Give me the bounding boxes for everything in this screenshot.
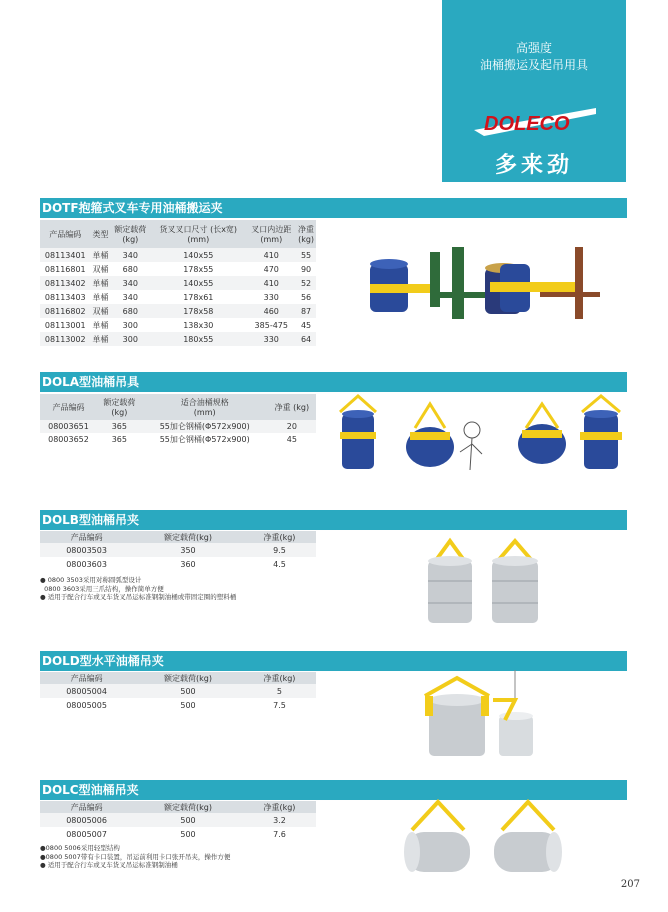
table-dolc [40, 801, 316, 841]
table-dolb [40, 531, 316, 571]
table-row [40, 557, 316, 571]
table-cell: 340 [122, 250, 138, 260]
table-cell: 460 [263, 306, 279, 316]
table-cell: 87 [300, 306, 312, 316]
table-cell: 08113403 [44, 292, 86, 302]
table-cell: 08005004 [66, 686, 107, 696]
doleco-logo [474, 106, 596, 138]
table-cell: 178x61 [183, 292, 214, 302]
table-cell: 178x55 [183, 264, 214, 274]
table-cell: 08003503 [66, 545, 107, 555]
page-number: 207 [620, 879, 640, 890]
table-cell: 360 [180, 559, 196, 569]
table-row [40, 318, 316, 332]
column-header: 产品编码 [70, 673, 103, 683]
table-cell: 178x58 [183, 306, 214, 316]
table-cell: 410 [263, 250, 279, 260]
table-cell: 单桶 [92, 292, 109, 302]
table-header-row [40, 394, 316, 420]
logo-text: DOLECO [484, 113, 570, 135]
section-title-dold: DOLD型水平油桶吊夹 [40, 651, 627, 671]
table-cell: 500 [180, 686, 196, 696]
column-header: 产品编码 [49, 229, 82, 239]
note: 0800 3603采用三爪结构，操作简单方便 [40, 584, 164, 593]
table-cell: 56 [300, 292, 312, 302]
table-cell: 410 [263, 278, 279, 288]
table-cell: 08005007 [66, 829, 107, 839]
table-cell: 08113401 [44, 250, 86, 260]
brand-name-cn: 多来劲 [494, 153, 573, 178]
dolb-notes [40, 576, 330, 602]
column-header: 净重(kg) [263, 802, 296, 812]
brand-title-line1: 高强度 [515, 41, 552, 55]
dolc-notes [40, 844, 330, 870]
table-row [40, 813, 316, 827]
table-cell: 08113402 [44, 278, 86, 288]
table-cell: 7.5 [273, 700, 286, 710]
table-cell: 300 [122, 334, 138, 344]
column-header: 产品编码 [70, 532, 103, 542]
brand-panel [442, 0, 626, 182]
table-header-row [40, 531, 316, 543]
column-header: 净重 (kg) [274, 402, 310, 412]
table-cell: 500 [180, 815, 196, 825]
table-cell: 385-475 [254, 320, 288, 330]
table-cell: 470 [263, 264, 279, 274]
table-cell: 180x55 [183, 334, 214, 344]
section-title-dotf: DOTF抱箍式叉车专用油桶搬运夹 [40, 198, 627, 218]
table-dola [40, 394, 316, 446]
table-cell: 680 [122, 306, 138, 316]
table-cell: 55 [300, 250, 312, 260]
table-cell: 3.2 [273, 815, 286, 825]
table-row [40, 276, 316, 290]
column-header: 叉口内边距 (mm) [251, 225, 292, 244]
table-cell: 08005005 [66, 700, 107, 710]
table-row [40, 433, 316, 446]
table-cell: 08113002 [44, 334, 86, 344]
table-cell: 单桶 [92, 250, 109, 260]
table-cell: 330 [263, 334, 279, 344]
table-cell: 340 [122, 292, 138, 302]
note: ●0800 5007带有卡口装置，吊运前利用卡口张开吊夹，操作方便 [40, 852, 231, 861]
table-cell: 350 [180, 545, 196, 555]
column-header: 净重 (kg) [298, 225, 315, 244]
table-row [40, 543, 316, 557]
table-cell: 45 [286, 435, 297, 444]
table-row [40, 262, 316, 276]
table-row [40, 684, 316, 698]
table-cell: 5 [276, 686, 282, 696]
column-header: 产品编码 [70, 802, 103, 812]
table-cell: 08003652 [48, 435, 89, 444]
column-header: 类型 [92, 229, 109, 239]
table-cell: 64 [300, 334, 312, 344]
column-header: 额定载荷(kg) [164, 802, 212, 812]
column-header: 额定载荷(kg) [164, 532, 212, 542]
table-cell: 300 [122, 320, 138, 330]
column-header: 净重(kg) [263, 673, 296, 683]
table-cell: 365 [111, 422, 127, 431]
table-cell: 双桶 [92, 306, 109, 316]
table-row [40, 304, 316, 318]
section-title-dola: DOLA型油桶吊具 [40, 372, 627, 392]
table-cell: 单桶 [92, 334, 109, 344]
table-dotf [40, 220, 316, 346]
table-cell: 140x55 [183, 278, 214, 288]
table-cell: 90 [300, 264, 312, 274]
table-cell: 08003603 [66, 559, 107, 569]
note: ● 适用于配合行车或叉车货叉吊运标准钢制油桶或带固定圈的塑料桶 [40, 593, 237, 601]
column-header: 额定载荷(kg) [164, 673, 212, 683]
table-cell: 08005006 [66, 815, 107, 825]
table-cell: 7.6 [273, 829, 286, 839]
note: ● 适用于配合行车或叉车货叉吊运标准钢制油桶 [40, 861, 178, 869]
table-cell: 500 [180, 700, 196, 710]
table-cell: 08113001 [44, 320, 86, 330]
table-row [40, 332, 316, 346]
section-title-dolb: DOLB型油桶吊夹 [40, 510, 627, 530]
dold-product-image [415, 670, 565, 765]
table-cell: 55加仑钢桶(Φ572x900) [159, 422, 250, 431]
table-row [40, 420, 316, 433]
table-header-row [40, 672, 316, 684]
table-row [40, 248, 316, 262]
column-header: 额定载荷 (kg) [114, 225, 147, 244]
table-cell: 4.5 [273, 559, 286, 569]
table-cell: 340 [122, 278, 138, 288]
table-cell: 08003651 [48, 422, 89, 431]
table-cell: 52 [300, 278, 312, 288]
table-cell: 08116801 [44, 264, 86, 274]
table-cell: 20 [286, 422, 297, 431]
table-cell: 330 [263, 292, 279, 302]
dolc-product-image [398, 796, 568, 886]
table-cell: 08116802 [44, 306, 86, 316]
table-cell: 138x30 [183, 320, 214, 330]
table-row [40, 698, 316, 712]
brand-title-line2: 油桶搬运及起吊用具 [479, 58, 588, 72]
dolb-product-image [420, 533, 570, 628]
column-header: 产品编码 [52, 402, 85, 412]
brand-title [442, 40, 626, 74]
note: ● 0800 3503采用对称圆弧型设计 [40, 576, 142, 584]
table-row [40, 827, 316, 841]
dola-product-image [330, 392, 640, 482]
table-cell: 55加仑钢桶(Φ572x900) [159, 435, 250, 444]
table-cell: 单桶 [92, 278, 109, 288]
table-cell: 680 [122, 264, 138, 274]
table-header-row [40, 220, 316, 248]
table-cell: 500 [180, 829, 196, 839]
table-cell: 9.5 [273, 545, 286, 555]
table-cell: 140x55 [183, 250, 214, 260]
dotf-product-image [340, 242, 640, 342]
column-header: 适合油桶规格 (mm) [180, 398, 229, 417]
table-cell: 365 [111, 435, 127, 444]
note: ●0800 5006采用轻型结构 [40, 844, 120, 852]
column-header: 货叉叉口尺寸 (长x宽) (mm) [159, 225, 238, 244]
table-header-row [40, 801, 316, 813]
table-dold [40, 672, 316, 712]
table-row [40, 290, 316, 304]
table-cell: 45 [300, 320, 312, 330]
column-header: 额定载荷 (kg) [103, 398, 136, 417]
table-cell: 双桶 [92, 264, 109, 274]
section-title-dolc: DOLC型油桶吊夹 [40, 780, 627, 800]
column-header: 净重(kg) [263, 532, 296, 542]
table-cell: 单桶 [92, 320, 109, 330]
